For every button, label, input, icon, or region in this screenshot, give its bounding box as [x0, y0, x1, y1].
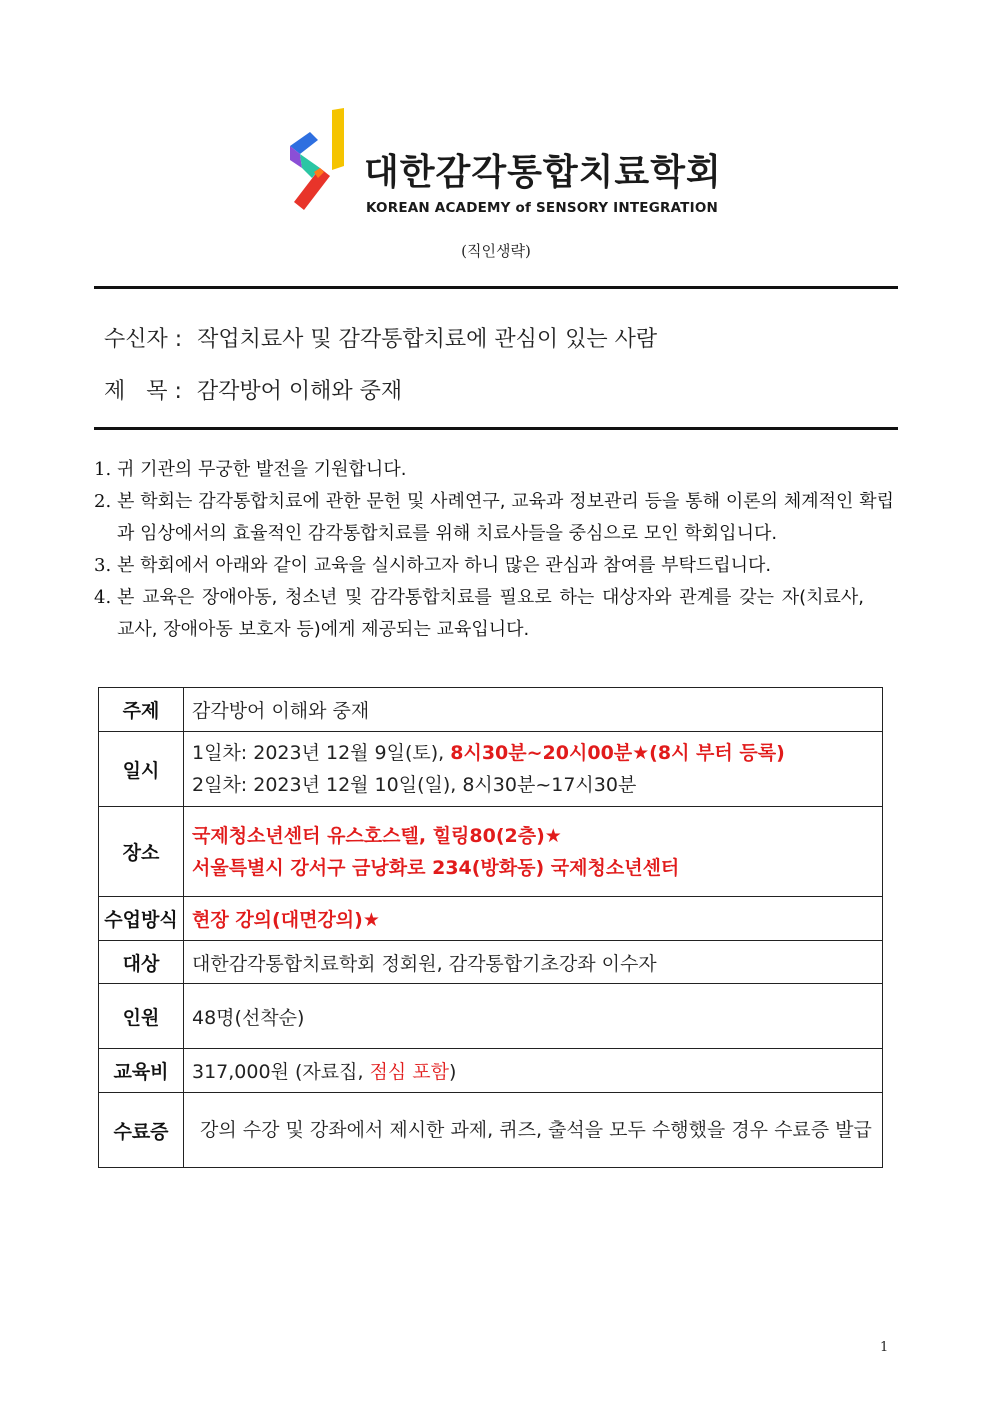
venue-line-2: 서울특별시 강서구 금낭화로 234(방화동) 국제청소년센터 — [192, 856, 680, 879]
list-item-text: 본 학회는 감각통합치료에 관한 문헌 및 사례연구, 교육과 정보관리 등을 통해 이론의 체계적인 확립과 임상에서의 효율적인 감각통합치료를 위해 치료사들을 중심으로 모인 학회입니다. — [117, 491, 894, 544]
venue-value — [184, 807, 883, 897]
list-item-number: 2. — [94, 491, 112, 512]
table-row — [99, 897, 883, 941]
org-logo-mark-icon — [280, 106, 350, 216]
target-value: 대한감각통합치료학회 정회원, 감각통합기초강좌 이수자 — [184, 941, 883, 984]
venue-label: 장소 — [99, 807, 184, 897]
subject-row — [104, 374, 402, 405]
schedule-day1 — [192, 737, 874, 769]
body-list — [94, 454, 894, 646]
list-item-number: 3. — [94, 555, 112, 576]
list-item — [94, 454, 894, 486]
table-row — [99, 984, 883, 1049]
certificate-label: 수료증 — [99, 1093, 184, 1168]
fee-suffix: ) — [449, 1061, 457, 1083]
org-name-korean: 대한감각통합치료학회 — [364, 152, 722, 193]
fee-lunch-included: 점심 포함 — [369, 1061, 449, 1083]
subject-label: 제 목 : — [104, 379, 182, 404]
capacity-value: 48명(선착순) — [184, 984, 883, 1049]
top-divider — [94, 286, 898, 289]
bottom-divider — [94, 427, 898, 430]
list-item — [94, 486, 894, 550]
target-label: 대상 — [99, 941, 184, 984]
table-row — [99, 1093, 883, 1168]
recipient-label: 수신자 : — [104, 327, 183, 352]
table-row — [99, 732, 883, 807]
method-value: 현장 강의(대면강의)★ — [184, 897, 883, 941]
fee-value — [184, 1049, 883, 1093]
list-item-text: 본 학회에서 아래와 같이 교육을 실시하고자 하니 많은 관심과 참여를 부탁드립니다. — [117, 555, 772, 576]
table-row — [99, 688, 883, 732]
list-item-number: 4. — [94, 587, 112, 608]
schedule-day2: 2일차: 2023년 12월 10일(일), 8시30분~17시30분 — [192, 774, 637, 796]
certificate-value: 강의 수강 및 강좌에서 제시한 과제, 퀴즈, 출석을 모두 수행했을 경우 수료증 발급 — [200, 1119, 872, 1141]
method-label: 수업방식 — [99, 897, 184, 941]
recipient-value: 작업치료사 및 감각통합치료에 관심이 있는 사람 — [197, 327, 658, 352]
list-item-text: 귀 기관의 무궁한 발전을 기원합니다. — [117, 459, 407, 480]
course-info-table — [98, 687, 883, 1168]
schedule-day1-time: 8시30분~20시00분★(8시 부터 등록) — [450, 742, 785, 764]
table-row — [99, 941, 883, 984]
capacity-label: 인원 — [99, 984, 184, 1049]
schedule-day1-date: 1일차: 2023년 12월 9일(토), — [192, 742, 451, 764]
org-name-english: KOREAN ACADEMY of SENSORY INTEGRATION — [366, 200, 718, 216]
table-row — [99, 1049, 883, 1093]
org-logo — [280, 106, 720, 218]
page-number: 1 — [880, 1340, 889, 1355]
list-item — [94, 550, 894, 582]
list-item — [94, 582, 894, 646]
fee-label: 교육비 — [99, 1049, 184, 1093]
recipient-row — [104, 322, 657, 353]
list-item-text: 본 교육은 장애아동, 청소년 및 감각통합치료를 필요로 하는 대상자와 관계를 갖는 자(치료사, 교사, 장애아동 보호자 등)에게 제공되는 교육입니다. — [117, 587, 864, 640]
list-item-number: 1. — [94, 459, 112, 480]
venue-line-1: 국제청소년센터 유스호스텔, 힐링80(2층)★ — [192, 824, 562, 847]
subject-value: 감각방어 이해와 중재 — [196, 379, 403, 404]
schedule-value — [184, 732, 883, 807]
topic-label: 주제 — [99, 688, 184, 732]
certificate-cell — [184, 1093, 883, 1168]
schedule-label: 일시 — [99, 732, 184, 807]
fee-amount: 317,000원 (자료집, — [192, 1061, 370, 1083]
table-row — [99, 807, 883, 897]
topic-value: 감각방어 이해와 중재 — [184, 688, 883, 732]
seal-omitted-note: (직인생략) — [461, 242, 531, 260]
